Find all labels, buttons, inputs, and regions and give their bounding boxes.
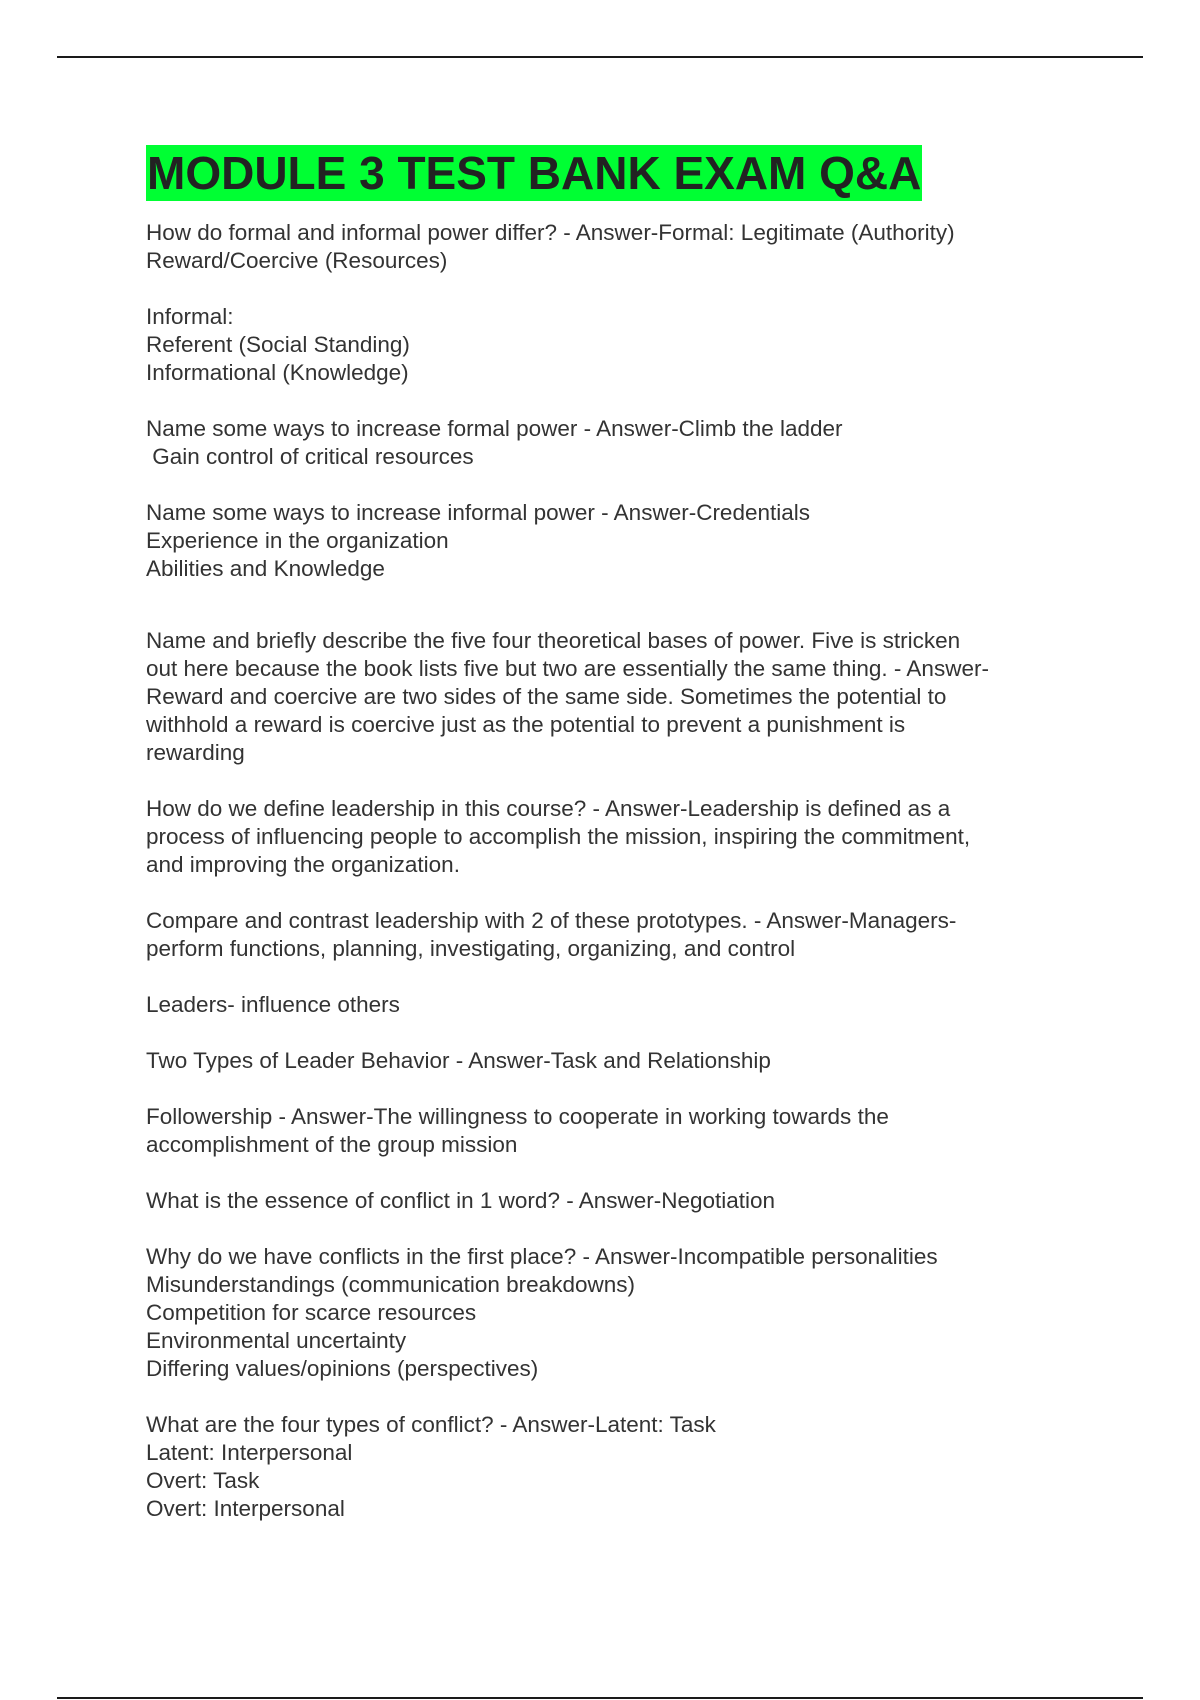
document-body [146,145,1066,1551]
qa-essence-of-conflict: What is the essence of conflict in 1 word? - Answer-Negotiation [146,1188,776,1213]
qa-formal-informal-power: How do formal and informal power differ? - Answer-Formal: Legitimate (Authority) Reward/Coercive (Resources) [146,220,955,273]
document-title: MODULE 3 TEST BANK EXAM Q&A [147,147,922,199]
qa-increase-formal-power: Name some ways to increase formal power - Answer-Climb the ladder Gain control of critical resources [146,416,843,469]
qa-types-of-conflict: What are the four types of conflict? - Answer-Latent: Task Latent: Interpersonal Overt: Task Overt: Interpersonal [146,1412,716,1521]
bottom-rule [57,1697,1143,1699]
qa-compare-leadership: Compare and contrast leadership with 2 of these prototypes. - Answer-Managers- perform functions, planning, investigating, organizing, and control [146,908,957,961]
qa-leader-behavior-types: Two Types of Leader Behavior - Answer-Task and Relationship [146,1048,771,1073]
qa-followership: Followership - Answer-The willingness to cooperate in working towards the accomplishment of the group mission [146,1104,889,1157]
qa-leaders-influence: Leaders- influence others [146,992,400,1017]
qa-why-conflicts: Why do we have conflicts in the first place? - Answer-Incompatible personalities Misunderstandings (communication breakdowns) Competition for scarce resources Environmental uncertainty Differing values/opinions (perspectives) [146,1244,938,1381]
qa-increase-informal-power: Name some ways to increase informal power - Answer-Credentials Experience in the organization Abilities and Knowledge [146,500,811,581]
qa-bases-of-power: Name and briefly describe the five four theoretical bases of power. Five is stricken out here because the book lists five but two are essentially the same thing. - Answer- Reward and coercive are two sides of the same side. Sometimes the potential to withhold a reward is coercive just as the potential to prevent a punishment is rewarding [146,628,989,765]
top-rule [57,56,1143,58]
qa-define-leadership: How do we define leadership in this course? - Answer-Leadership is defined as a process of influencing people to accomplish the mission, inspiring the commitment, and improving the organization. [146,796,971,877]
qa-informal-power-list: Informal: Referent (Social Standing) Informational (Knowledge) [146,304,410,385]
